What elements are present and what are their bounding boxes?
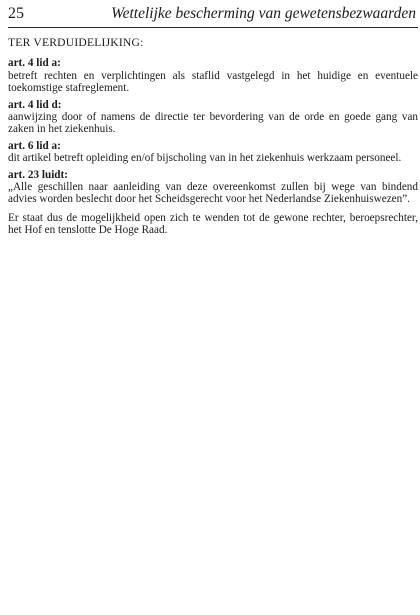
article-label: art. 4 lid a:: [8, 57, 61, 70]
page-number: 25: [8, 5, 24, 22]
closing-paragraph: Er staat dus de mogelijkheid open zich te wenden tot de gewone rechter, beroepsrechter, het Hof en tenslotte De Hoge Raad.: [8, 211, 418, 237]
page-body: [8, 37, 418, 237]
running-title: Wettelijke bescherming van gewetensbezwaarden: [111, 5, 416, 22]
page-header: [8, 5, 416, 25]
article-label: art. 6 lid a:: [8, 139, 61, 152]
header-rule: [8, 27, 418, 28]
article-label: art. 23 luidt:: [8, 168, 68, 181]
article-6a: [8, 140, 418, 165]
article-23: [8, 169, 418, 206]
article-label: art. 4 lid d:: [8, 98, 62, 111]
article-text: „Alle geschillen naar aanleiding van deze overeenkomst zullen bij wege van bindend advies worden beslecht door het Scheidsgerecht voor het Nederlandse Ziekenhuiswezen”.: [8, 181, 418, 206]
article-4a: [8, 57, 418, 94]
article-text: betreft rechten en verplichtingen als staflid vastgelegd in het huidige en eventuele toekomstige stafreglement.: [8, 69, 418, 95]
section-heading: TER VERDUIDELIJKING:: [8, 36, 144, 49]
article-text: aanwijzing door of namens de directie ter bevordering van de orde en goede gang van zaken in het ziekenhuis.: [8, 111, 418, 136]
article-4d: [8, 99, 418, 136]
article-text: dit artikel betreft opleiding en/of bijscholing van in het ziekenhuis werkzaam personeel.: [8, 152, 402, 165]
